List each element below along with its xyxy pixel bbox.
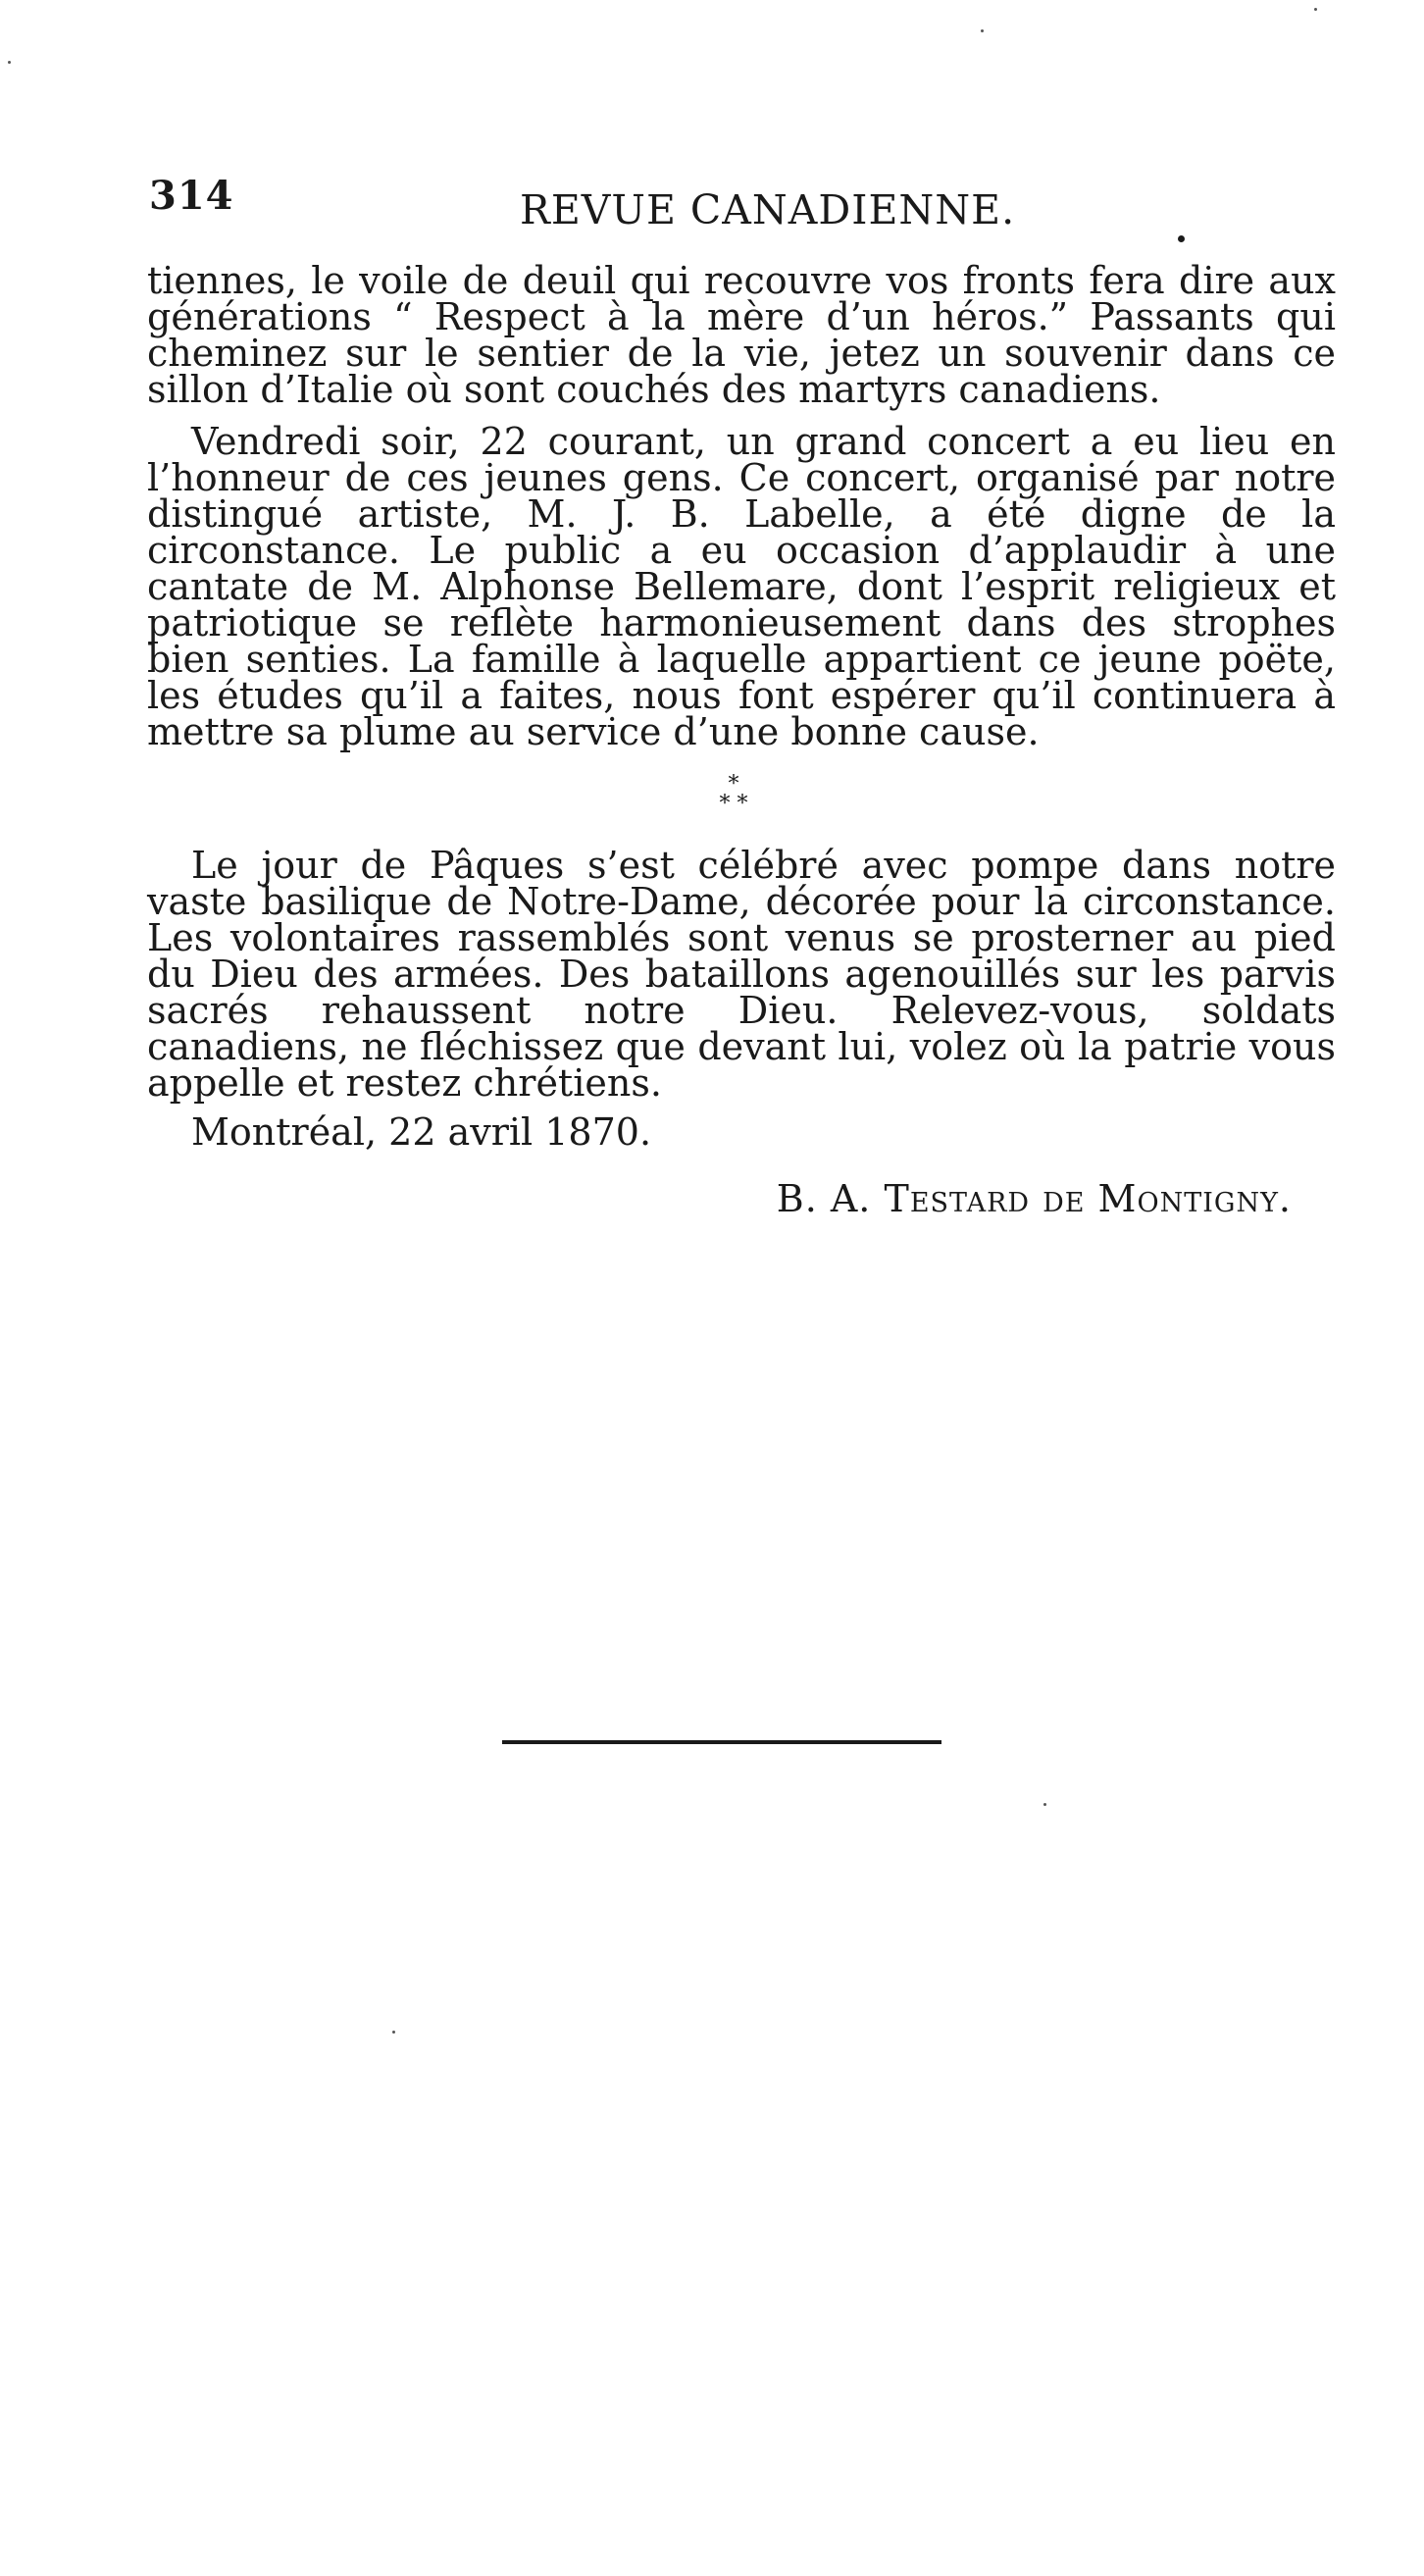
paragraph-3: Le jour de Pâques s’est célébré avec pompe dans notre vaste basilique de Notre-Dame, décorée pour la circonstance. Les volontaires rassemblés sont venus se prosterner au pied du Dieu des armées. Des bataillons agenouillés sur les parvis sacrés rehaussent notre Dieu. Relevez-vous, soldats canadiens, ne fléchissez que devant lui, volez où la patrie vous appelle et restez chrétiens. <box>147 844 1336 1105</box>
print-speck <box>1043 1803 1046 1806</box>
print-speck <box>392 2031 395 2034</box>
page-number: 314 <box>149 173 234 219</box>
paragraph-3-block <box>147 844 1336 1105</box>
paragraph-2-block <box>147 420 1336 753</box>
asterism-top: * <box>728 772 739 797</box>
author-signature <box>777 1177 1292 1220</box>
section-break-asterism <box>704 772 763 824</box>
asterism-bottom: * * <box>719 792 748 816</box>
page-header <box>147 165 1324 233</box>
dateline: Montréal, 22 avril 1870. <box>191 1110 652 1154</box>
author-initials: B. A. <box>776 1177 872 1220</box>
paragraph-1-block <box>147 259 1336 411</box>
print-speck <box>1314 8 1317 11</box>
author-name: Testard de Montigny. <box>884 1177 1292 1220</box>
end-rule <box>502 1740 941 1744</box>
print-speck <box>8 61 11 64</box>
running-head: REVUE CANADIENNE. <box>520 186 1016 233</box>
print-speck <box>1178 235 1185 242</box>
print-speck <box>981 29 984 32</box>
paragraph-2: Vendredi soir, 22 courant, un grand concert a eu lieu en l’honneur de ces jeunes gens. Ce concert, organisé par notre distingué artiste, M. J. B. Labelle, a été digne de la circonstance. Le public a eu occasion d’applaudir à une cantate de M. Alphonse Bellemare, dont l’esprit religieux et patriotique se reflète harmonieusement dans des strophes bien senties. La famille à laquelle appartient ce jeune poëte, les études qu’il a faites, nous font espérer qu’il continuera à mettre sa plume au service d’une bonne cause. <box>147 420 1336 753</box>
paragraph-1: tiennes, le voile de deuil qui recouvre vos fronts fera dire aux générations “ Respect à la mère d’un héros.” Passants qui cheminez sur le sentier de la vie, jetez un souvenir dans ce sillon d’Italie où sont couchés des martyrs canadiens. <box>147 259 1336 411</box>
